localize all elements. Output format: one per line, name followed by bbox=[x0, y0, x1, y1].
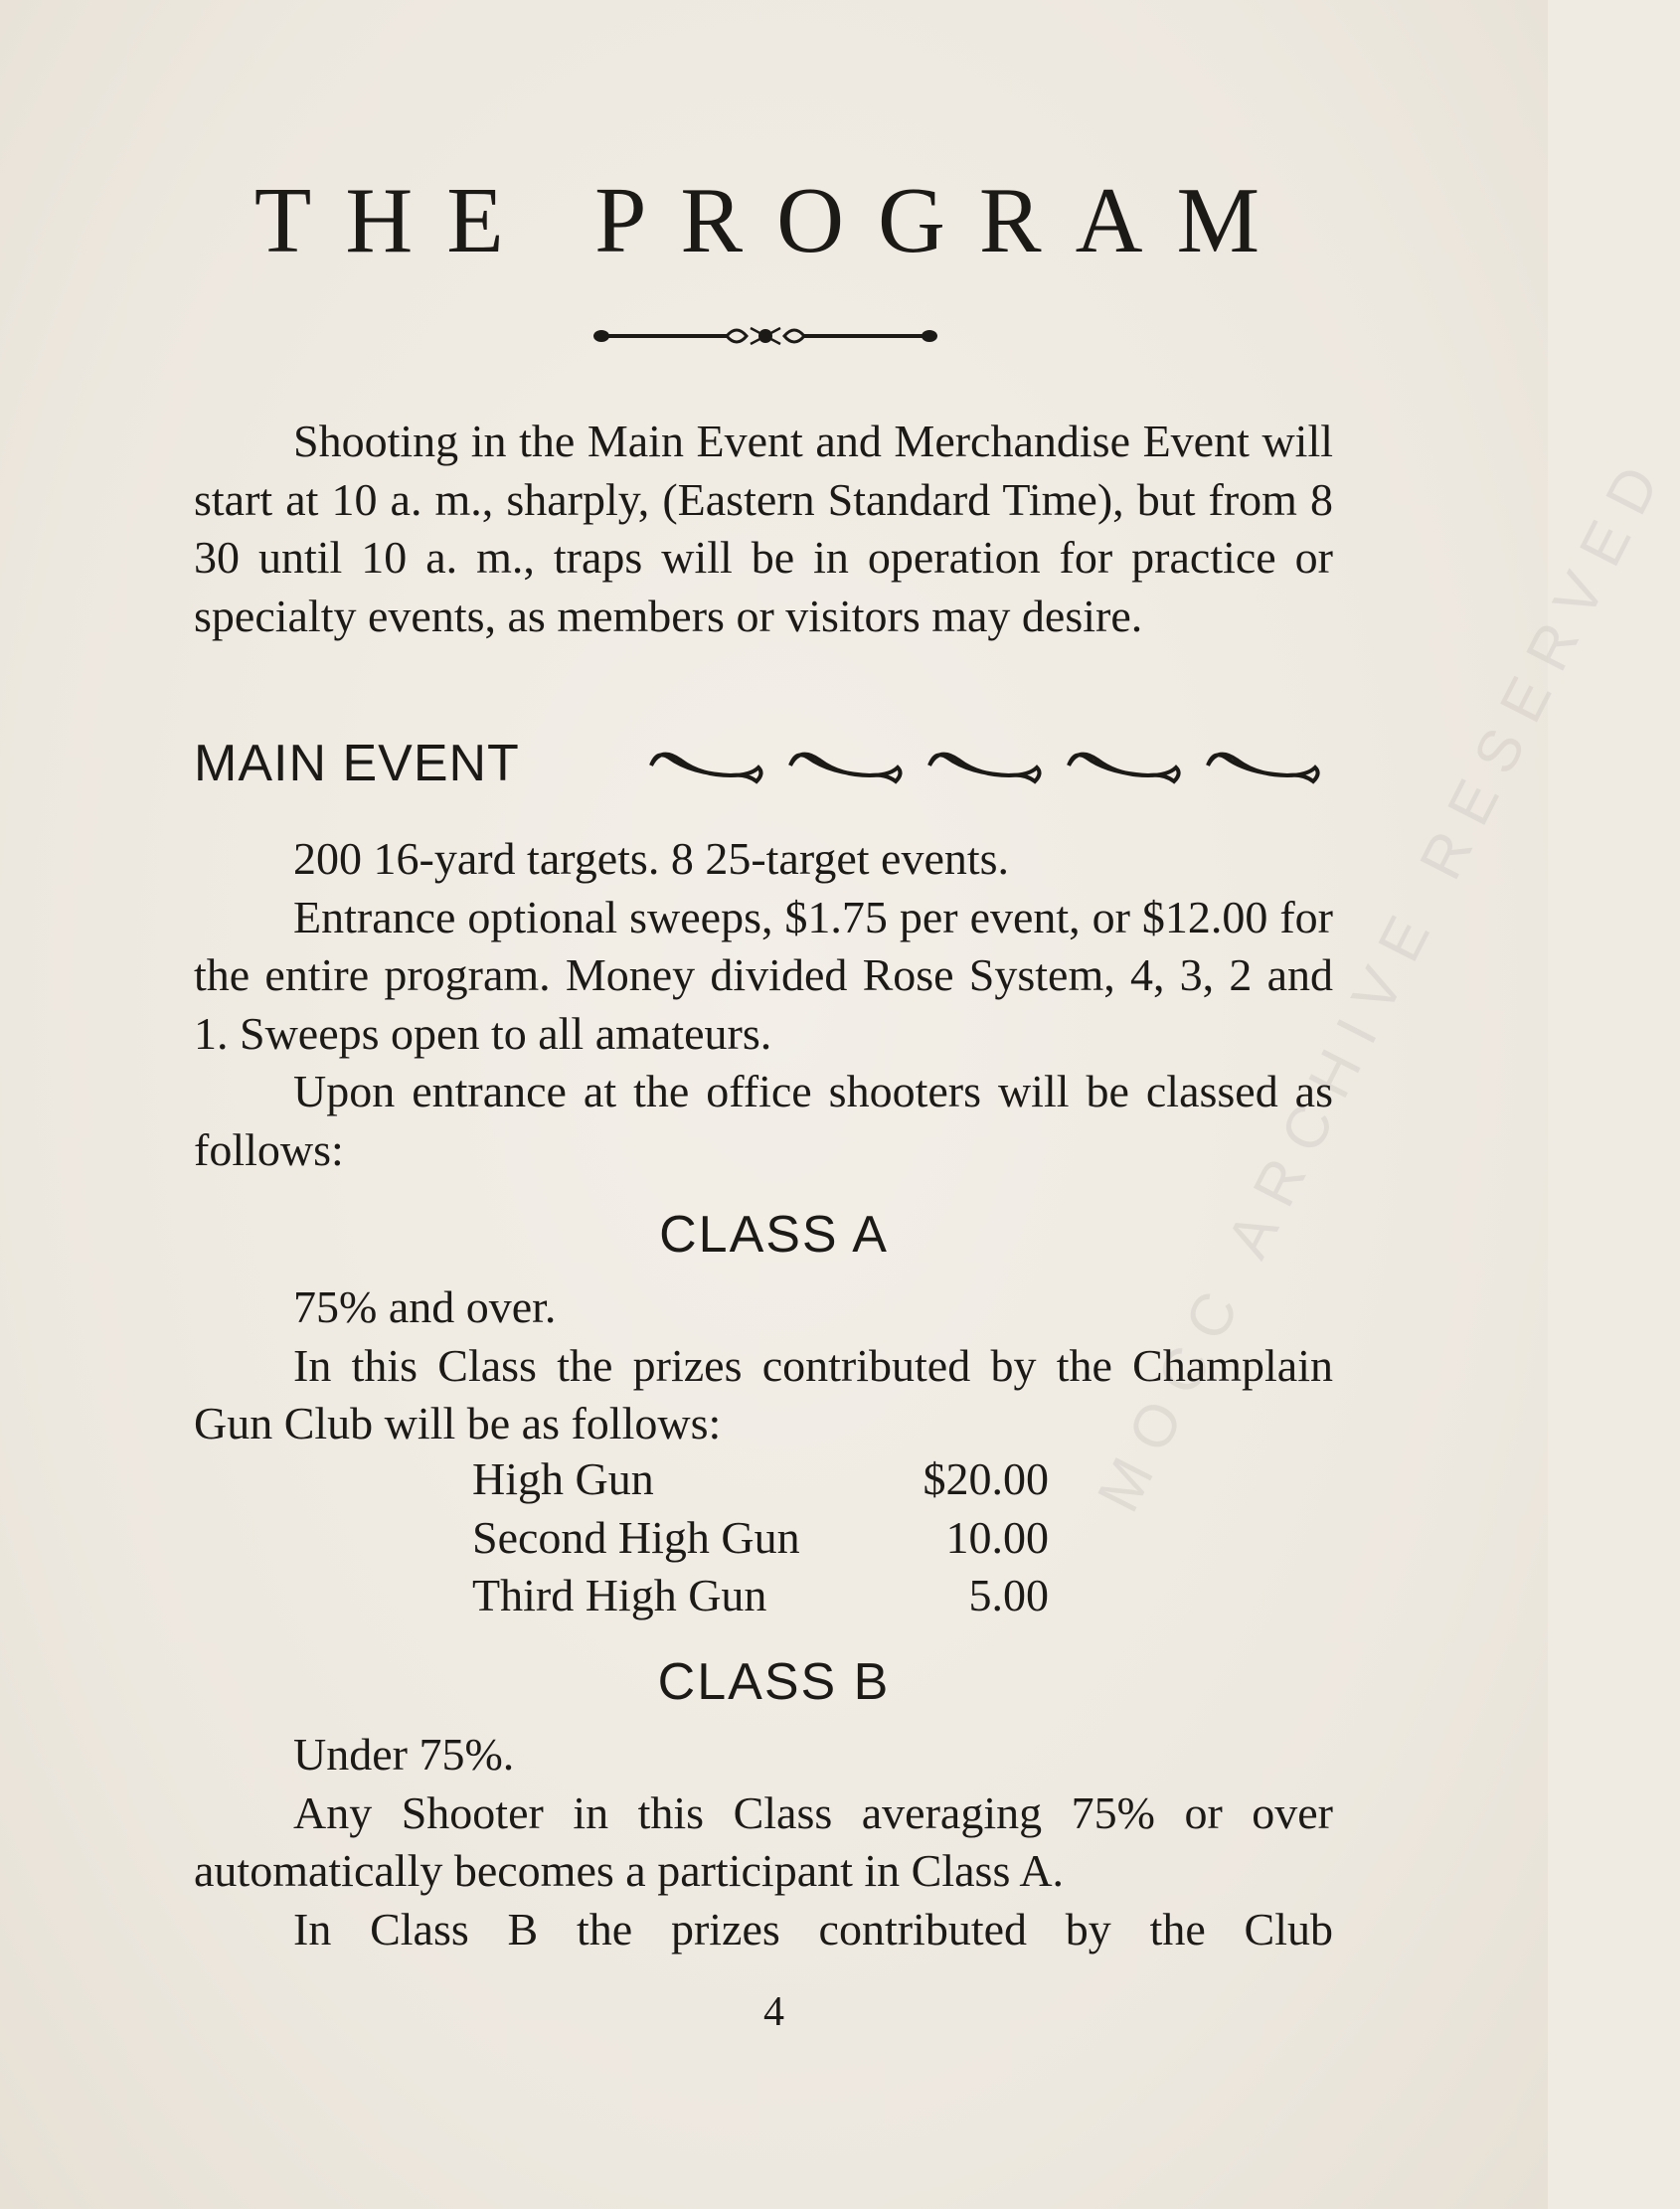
prize-row bbox=[472, 1452, 1049, 1511]
class-b-prizes-intro: In Class B the prizes contributed by the Club bbox=[293, 1903, 1333, 1954]
class-a-prize-table bbox=[472, 1452, 1049, 1627]
classing-paragraph: Upon entrance at the office shooters will be classed as follows: bbox=[194, 1066, 1333, 1175]
prize-label: Third High Gun bbox=[472, 1570, 767, 1620]
class-b-heading: CLASS B bbox=[657, 1653, 891, 1711]
targets-line: 200 16-yard targets. 8 25-target events. bbox=[293, 833, 1010, 884]
prize-row bbox=[472, 1511, 1049, 1570]
class-a-heading: CLASS A bbox=[659, 1206, 889, 1264]
class-a-block bbox=[194, 1278, 1333, 1453]
main-event-header bbox=[194, 734, 1333, 803]
entrance-paragraph: Entrance optional sweeps, $1.75 per event, or $12.00 for the entire program. Money divided Rose System, 4, 3, 2 and 1. Sweeps open to all amateurs. bbox=[194, 891, 1333, 1059]
class-b-block bbox=[194, 1726, 1333, 1958]
class-b-threshold: Under 75%. bbox=[293, 1729, 515, 1780]
class-b-rule: Any Shooter in this Class averaging 75% or over automatically becomes a participant in Class A. bbox=[194, 1786, 1333, 1896]
prize-amount: $20.00 bbox=[923, 1453, 1049, 1504]
prize-amount: 5.00 bbox=[968, 1570, 1049, 1620]
intro-block bbox=[194, 413, 1333, 645]
intro-paragraph: Shooting in the Main Event and Merchandise Event will start at 10 a. m., sharply, (Eastern Standard Time), but from 8 30 until 10 a. m., traps will be in operation for practice or specialty events, as members or visitors may desire. bbox=[194, 416, 1333, 641]
main-event-heading: MAIN EVENT bbox=[194, 735, 520, 792]
prize-row bbox=[472, 1569, 1049, 1627]
prize-label: High Gun bbox=[472, 1453, 654, 1504]
class-a-threshold: 75% and over. bbox=[293, 1281, 557, 1332]
archive-watermark: MOCC ARCHIVE RESERVED bbox=[1084, 439, 1680, 1522]
prize-label: Second High Gun bbox=[472, 1511, 800, 1563]
scroll-ornament-row bbox=[641, 736, 1337, 795]
class-a-prizes-intro: In this Class the prizes contributed by the Champlain Gun Club will be as follows: bbox=[194, 1339, 1333, 1448]
main-event-block bbox=[194, 830, 1333, 1179]
prize-amount: 10.00 bbox=[945, 1511, 1049, 1563]
page-title: THE PROGRAM bbox=[253, 169, 1294, 272]
page-number: 4 bbox=[763, 1989, 784, 2035]
title-ornament bbox=[591, 316, 939, 356]
